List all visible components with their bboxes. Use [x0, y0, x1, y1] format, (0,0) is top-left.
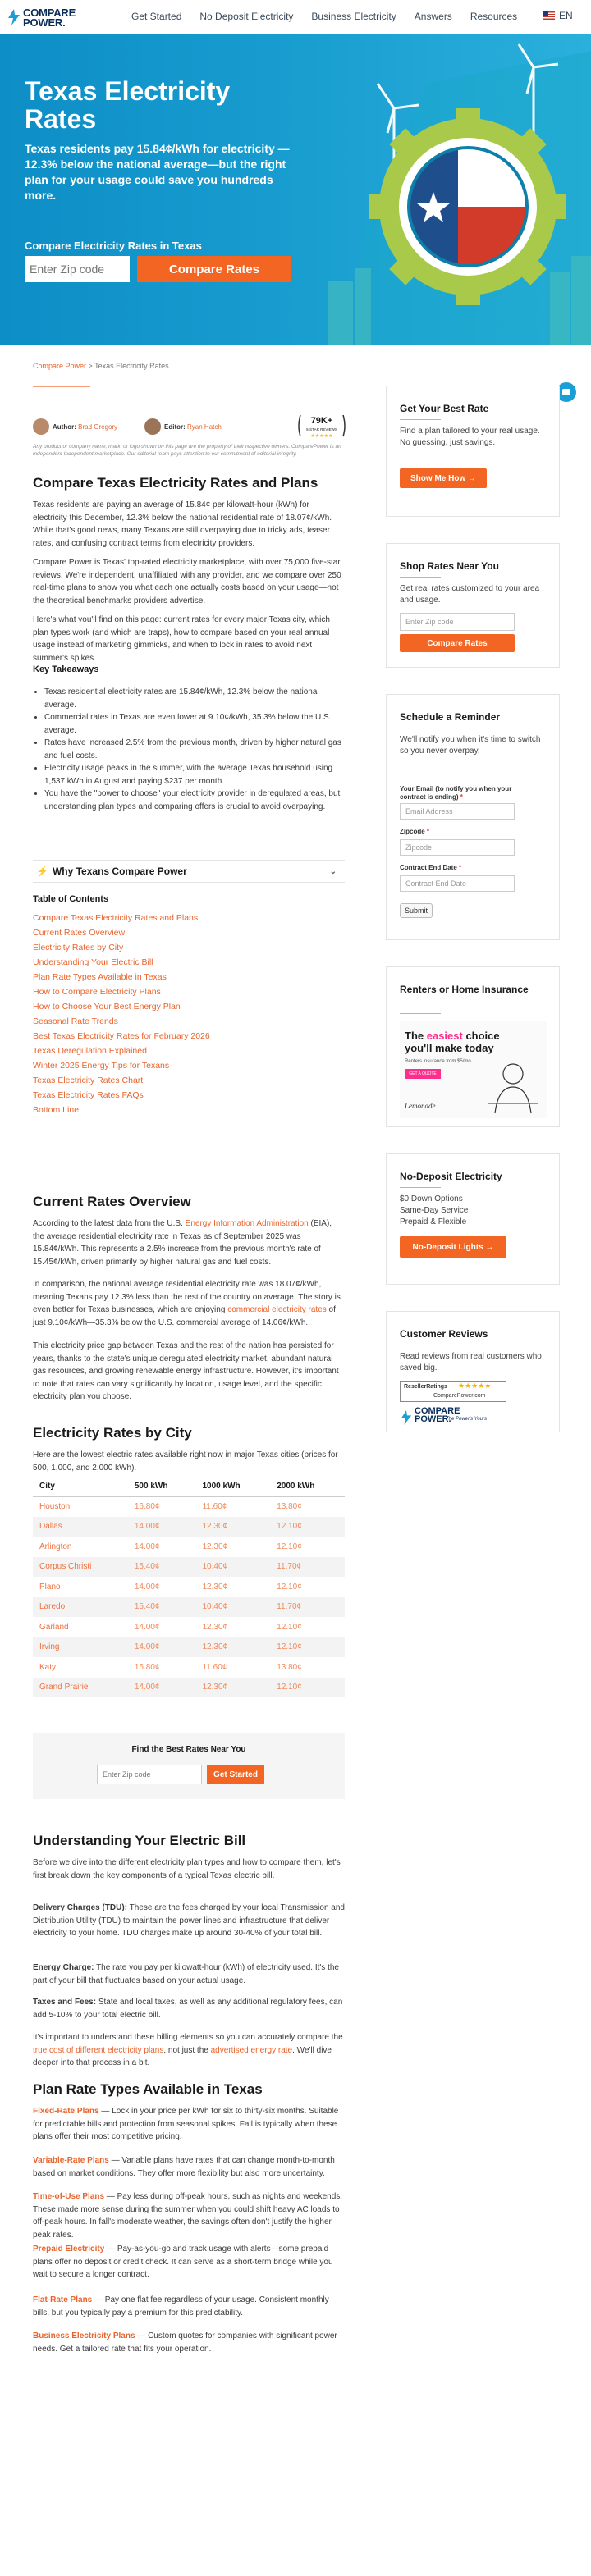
toc-title: Table of Contents	[33, 894, 109, 904]
city-rates-table	[33, 1477, 345, 1697]
editor-avatar	[144, 418, 161, 435]
get-quote-button[interactable]: GET A QUOTE	[405, 1069, 441, 1079]
toc-link[interactable]: How to Choose Your Best Energy Plan	[33, 1002, 181, 1012]
cities-title: Electricity Rates by City	[33, 1425, 192, 1441]
cities-intro: Here are the lowest electric rates available right now in major Texas cities (prices for 500, 1,000, and 2,000 kWh).	[33, 1450, 338, 1473]
hero-section	[0, 34, 591, 345]
card-title: Schedule a Reminder	[400, 711, 501, 723]
hero-subtitle: Texas residents pay 15.84¢/kWh for electricity —12.3% below the national average—but the right plan for your usage could save you hundreds more.	[25, 142, 290, 202]
card-title: Get Your Best Rate	[400, 403, 489, 414]
column-header: 2000 kWh	[270, 1477, 345, 1496]
rate-cell: 12.10¢	[270, 1517, 345, 1537]
bill-item: Energy Charge: The rate you pay per kilowatt-hour (kWh) of electricity used. It's the part of your bill that fluctuates based on your actual usage.	[33, 1963, 339, 1985]
toc-link[interactable]: Electricity Rates by City	[33, 943, 124, 952]
rate-cell: 12.10¢	[277, 1582, 302, 1592]
table-row	[33, 1617, 345, 1637]
show-me-how-button[interactable]: Show Me How →	[400, 468, 487, 488]
column-header: 500 kWh	[128, 1477, 196, 1496]
toc-link[interactable]: Bottom Line	[33, 1105, 80, 1115]
nav-no-deposit[interactable]: No Deposit Electricity	[199, 11, 294, 22]
rate-cell: 12.10¢	[270, 1678, 345, 1698]
plan-item: Fixed-Rate Plans — Lock in your price per kWh for six to thirty-six months. Suitable for predictable bills and protection from seasonal spikes. Fall is typically when these plans offer their most competitive pricing.	[33, 2107, 339, 2141]
rate-cell: 12.10¢	[277, 1541, 302, 1551]
overview-p1: According to the latest data from the U.S. Energy Information Administration (EIA), the average residential electricity rate in Texas as of September 2025 was 15.84¢/kWh. This represents a 2.5% increase from the previous month's rate of 15.45¢/kWh, driven primarily by higher natural gas and fuel costs.	[33, 1219, 332, 1267]
city-cell: Laredo	[33, 1597, 128, 1618]
bill-outro: It's important to understand these billing elements so you can accurately compare the true cost of different electricity plans, not just the advertised energy rate. We'll dive deeper into that process in a bit.	[33, 2033, 343, 2067]
hero-title: Texas Electricity Rates	[25, 76, 231, 134]
table-row	[33, 1537, 345, 1557]
toc-link[interactable]: Seasonal Rate Trends	[33, 1016, 118, 1026]
date-label: Contract End Date *	[400, 864, 462, 871]
table-row	[33, 1496, 345, 1517]
nav-business[interactable]: Business Electricity	[311, 11, 396, 22]
svg-text:5-STAR REVIEWS: 5-STAR REVIEWS	[306, 427, 337, 432]
rate-cell: 12.30¢	[202, 1622, 228, 1632]
plan-item: Variable-Rate Plans — Variable plans have rates that can change month-to-month based on market conditions. They offer more flexibility but also more uncertainty.	[33, 2156, 335, 2178]
rate-cell: 10.40¢	[195, 1597, 270, 1618]
intro-p1: Texas residents are paying an average of 15.84¢ per kilowatt-hour (kWh) for electricity this December, 12.3% below the national residential rate of 18.07¢/kWh. While that's good news, many Texans are still overpaying due to tricky ads, teaser rates, and confusing contract terms from electricity providers.	[33, 500, 332, 548]
rate-cell: 12.30¢	[202, 1582, 228, 1592]
author-avatar	[33, 418, 49, 435]
nav-resources[interactable]: Resources	[470, 11, 518, 22]
table-row	[33, 1657, 345, 1678]
city-cell: Irving	[33, 1637, 128, 1658]
card-text: Find a plan tailored to your real usage. No guessing, just savings.	[400, 427, 540, 447]
author-link[interactable]: Brad Gregory	[78, 423, 118, 431]
rate-cell: 12.30¢	[195, 1678, 270, 1698]
plans-title: Plan Rate Types Available in Texas	[33, 2081, 263, 2097]
reminder-card	[386, 694, 560, 940]
site-header	[0, 0, 591, 34]
reseller-ratings-badge[interactable]: ResellerRatings ★★★★★ ComparePower.com	[400, 1381, 506, 1402]
city-cell: Plano	[39, 1582, 61, 1592]
card-text: We'll notify you when it's time to switch so you never overpay.	[400, 735, 541, 756]
logo[interactable]	[7, 5, 97, 31]
card-title: Customer Reviews	[400, 1328, 488, 1340]
card-text: Read reviews from real customers who saved big.	[400, 1352, 542, 1372]
contract-date-field[interactable]: Contract End Date	[400, 875, 515, 892]
city-cell: Katy	[39, 1662, 57, 1672]
best-rate-card	[386, 386, 560, 517]
rate-cell: 15.40¢	[128, 1557, 196, 1578]
logo-text: COMPARE POWER.	[23, 7, 76, 29]
nav-answers[interactable]: Answers	[414, 11, 452, 22]
true-cost-link[interactable]: true cost of different electricity plans	[33, 2045, 164, 2055]
find-zip-input[interactable]	[97, 1765, 202, 1784]
svg-text:★★★★★: ★★★★★	[310, 433, 333, 439]
toc-link[interactable]: Texas Electricity Rates Chart	[33, 1076, 144, 1085]
bolt-icon: ⚡	[36, 866, 48, 877]
rate-cell: 11.70¢	[270, 1597, 345, 1618]
breadcrumb-home-link[interactable]: Compare Power	[33, 362, 87, 370]
shop-zip-input[interactable]: Enter Zip code	[400, 613, 515, 631]
illustration-icon	[482, 1054, 544, 1115]
rate-cell: 14.00¢	[128, 1637, 196, 1658]
toc-link[interactable]: Understanding Your Electric Bill	[33, 957, 153, 967]
hero-zip-input[interactable]	[25, 256, 130, 282]
rate-cell: 13.80¢	[277, 1662, 302, 1672]
rate-cell: 10.40¢	[195, 1557, 270, 1578]
renters-insurance-card	[386, 966, 560, 1127]
reviews-badge	[296, 410, 348, 441]
find-rates-box	[33, 1733, 345, 1799]
list-item: • Electricity usage peaks in the summer, with the average Texas household using 1,537 kWh in August and paying $237 per month.	[44, 762, 345, 788]
overview-title: Current Rates Overview	[33, 1194, 191, 1209]
column-header: City	[33, 1477, 128, 1496]
rate-cell: 12.10¢	[277, 1622, 302, 1632]
submit-button[interactable]: Submit	[400, 903, 433, 918]
compare-power-logo[interactable]: COMPARE POWER. The Power's Yours	[400, 1407, 498, 1428]
table-row	[33, 1557, 345, 1578]
rate-cell: 11.70¢	[270, 1557, 345, 1578]
rate-cell: 16.80¢	[134, 1662, 160, 1672]
shop-rates-card	[386, 543, 560, 668]
main-nav	[131, 11, 517, 22]
overview-p2: In comparison, the national average residential electricity rate was 18.07¢/kWh, meaning Texans pay 12.3% less than the rest of the country on average. The story is even better for Texas businesses, which are enjoying commercial electricity rates of just 9.10¢/kWh—35.3% below the U.S. commercial average of 14.06¢/kWh.	[33, 1280, 341, 1327]
hero-illustration	[328, 34, 591, 345]
table-row	[33, 1637, 345, 1658]
bill-title: Understanding Your Electric Bill	[33, 1833, 246, 1848]
card-title: Shop Rates Near You	[400, 560, 499, 572]
no-deposit-button[interactable]: No-Deposit Lights →	[400, 1236, 506, 1258]
customer-reviews-card	[386, 1311, 560, 1432]
email-label: Your Email (to notify you when your contract is ending) *	[400, 785, 512, 801]
texas-flag-icon	[409, 148, 527, 266]
plan-link[interactable]: Business Electricity Plans	[33, 2332, 135, 2341]
takeaways-list	[33, 686, 345, 813]
intro-p3: Here's what you'll find on this page: current rates for every major Texas city, which plan types work (and which are traps), how to compare based on your real annual usage instead of marketing gimmicks, and when to lock in rates to avoid next summer's spikes.	[33, 615, 330, 663]
rate-cell: 13.80¢	[277, 1502, 302, 1512]
why-accordion[interactable]: ⚡ Why Texans Compare Power ⌄	[33, 860, 345, 883]
rate-cell: 16.80¢	[134, 1502, 160, 1512]
logo-bolt-icon	[400, 1409, 413, 1427]
us-flag-icon	[543, 11, 555, 20]
rate-cell: 11.60¢	[202, 1662, 227, 1672]
toc-link[interactable]: Winter 2025 Energy Tips for Texans	[33, 1061, 170, 1071]
rate-cell: 12.30¢	[202, 1541, 228, 1551]
rate-cell: 12.10¢	[270, 1637, 345, 1658]
zip-label: Zipcode *	[400, 828, 430, 835]
list-item: • Commercial rates in Texas are even lower at 9.10¢/kWh, 35.3% below the U.S. average.	[44, 711, 345, 737]
disclaimer: Any product or company name, mark, or logo shown on this page are the property of their respective owners. ComparePower is an independent Independent marketplace. Our editorial team pays attention to our commitment of editorial integrity.	[33, 444, 341, 457]
card-text: Get real rates customized to your area and usage.	[400, 584, 540, 605]
rate-cell: 12.30¢	[195, 1637, 270, 1658]
rate-cell: 14.00¢	[134, 1622, 160, 1632]
city-cell: Arlington	[39, 1541, 72, 1551]
breadcrumb: Compare Power > Texas Electricity Rates	[33, 362, 169, 370]
plan-link[interactable]: Time-of-Use Plans	[33, 2192, 105, 2201]
bill-intro: Before we dive into the different electricity plan types and how to compare them, let's first break down the key components of a typical Texas electric bill.	[33, 1858, 341, 1880]
column-header: 1000 kWh	[195, 1477, 270, 1496]
author-bar: Author: Brad Gregory Editor: Ryan Hatch	[33, 415, 345, 440]
table-row	[33, 1517, 345, 1537]
card-title: Renters or Home Insurance	[400, 984, 529, 995]
toc-link[interactable]: Current Rates Overview	[33, 928, 126, 938]
rate-cell: 14.00¢	[134, 1582, 160, 1592]
email-field[interactable]: Email Address	[400, 803, 515, 820]
card-text: $0 Down Options Same-Day Service Prepaid & Flexible	[400, 1194, 469, 1226]
list-item: • Rates have increased 2.5% from the previous month, driven by higher natural gas and fuel costs.	[44, 737, 345, 762]
logo-bolt-icon	[7, 8, 21, 26]
no-deposit-card	[386, 1153, 560, 1285]
table-row	[33, 1597, 345, 1618]
plan-link[interactable]: Flat-Rate Plans	[33, 2295, 93, 2304]
table-of-contents	[33, 911, 345, 1117]
bill-item: Delivery Charges (TDU): These are the fees charged by your local Transmission and Distribution Utility (TDU) to maintain the power lines and infrastructure that deliver electricity to your home. TDU charges make up around 30-40% of your total bill.	[33, 1903, 345, 1938]
rate-cell: 14.00¢	[134, 1541, 160, 1551]
rate-cell: 12.30¢	[195, 1517, 270, 1537]
city-cell: Garland	[39, 1622, 69, 1632]
advertised-rate-link[interactable]: advertised energy rate	[210, 2045, 293, 2055]
toc-link[interactable]: Texas Deregulation Explained	[33, 1046, 147, 1056]
list-item: • Texas residential electricity rates are 15.84¢/kWh, 12.3% below the national average.	[44, 686, 345, 711]
intro-p2: Compare Power is Texas' top-rated electricity marketplace, with over 75,000 five-star reviews. We're independent, unaffiliated with any provider, and we compare over 250 real-time plans to show you what each one actually costs based on your usage—not the theoretical benchmarks providers advertise.	[33, 558, 341, 605]
editor-link[interactable]: Ryan Hatch	[187, 423, 222, 431]
reminder-zip-field[interactable]: Zipcode	[400, 839, 515, 856]
toc-link[interactable]: Texas Electricity Rates FAQs	[33, 1090, 144, 1100]
chevron-down-icon: ⌄	[329, 866, 337, 876]
eia-link[interactable]: Energy Information Administration	[185, 1219, 309, 1228]
card-title: No-Deposit Electricity	[400, 1171, 502, 1182]
lemonade-ad[interactable]: The easiest choice you'll make today Renters insurance from $5/mo GET A QUOTE Lemonade	[400, 1021, 547, 1118]
toc-link[interactable]: Best Texas Electricity Rates for February 2026	[33, 1031, 210, 1041]
plan-item: Flat-Rate Plans — Pay one flat fee regardless of your usage. Consistent monthly bills, but you typically pay a premium for this predictability.	[33, 2295, 329, 2318]
plan-item: Prepaid Electricity — Pay-as-you-go and track usage with alerts—some prepaid plans offer no deposit or credit check. It can serve as a short-term bridge while you wait to secure a longer contract.	[33, 2245, 333, 2279]
plan-item: Business Electricity Plans — Custom quotes for companies with significant power needs. Get a tailored rate that fits your operation.	[33, 2332, 337, 2354]
toc-link[interactable]: Plan Rate Types Available in Texas	[33, 972, 167, 982]
intro-title: Compare Texas Electricity Rates and Plans	[33, 475, 318, 491]
divider	[33, 386, 90, 387]
nav-get-started[interactable]: Get Started	[131, 11, 182, 22]
city-cell: Dallas	[33, 1517, 128, 1537]
find-rates-title: Find the Best Rates Near You	[131, 1745, 246, 1754]
rate-cell: 15.40¢	[128, 1597, 196, 1618]
rate-cell: 14.00¢	[128, 1678, 196, 1698]
svg-text:79K+: 79K+	[310, 416, 333, 426]
chat-icon	[562, 389, 570, 395]
language-selector[interactable]: EN	[543, 10, 573, 21]
breadcrumb-current: Texas Electricity Rates	[94, 362, 169, 370]
bill-item: Taxes and Fees: State and local taxes, as well as any additional regulatory fees, can add 5-10% to your total electric bill.	[33, 1998, 343, 2020]
table-row	[33, 1577, 345, 1597]
plan-item: Time-of-Use Plans — Pay less during off-peak hours, such as nights and weekends. These made more sense during the summer when you could shift heavy AC loads to off-peak hours. In fall's moderate weather, the savings often don't justify the higher peak rates.	[33, 2192, 343, 2240]
overview-p3: This electricity price gap between Texas and the rest of the nation has persisted for years, thanks to the state's unique deregulated electricity market, abundant natural gas resources, and growing renewable energy infrastructure. However, it's important to note that rates can vary significantly by location, usage level, and the specific electricity plan you choose.	[33, 1341, 339, 1401]
hero-cta-label: Compare Electricity Rates in Texas	[25, 240, 202, 252]
rate-cell: 14.00¢	[128, 1517, 196, 1537]
toc-link[interactable]: Compare Texas Electricity Rates and Plans	[33, 913, 199, 923]
plan-link[interactable]: Fixed-Rate Plans	[33, 2107, 99, 2116]
commercial-rates-link[interactable]: commercial electricity rates	[227, 1305, 327, 1314]
list-item: • You have the "power to choose" your electricity provider in deregulated areas, but understanding plan types and comparing offers is crucial to avoid overpaying.	[44, 788, 345, 813]
city-cell: Houston	[39, 1502, 71, 1512]
hero-compare-button[interactable]: Compare Rates	[137, 256, 291, 282]
plan-link[interactable]: Variable-Rate Plans	[33, 2156, 109, 2165]
table-row	[33, 1678, 345, 1698]
rate-cell: 11.60¢	[202, 1502, 227, 1512]
toc-link[interactable]: How to Compare Electricity Plans	[33, 987, 161, 997]
takeaways-title: Key Takeaways	[33, 665, 99, 674]
plan-link[interactable]: Prepaid Electricity	[33, 2245, 105, 2254]
city-cell: Grand Prairie	[33, 1678, 128, 1698]
city-cell: Corpus Christi	[33, 1557, 128, 1578]
get-started-button[interactable]: Get Started	[207, 1765, 264, 1784]
shop-compare-button[interactable]: Compare Rates	[400, 634, 515, 652]
star-rating-icon: ★★★★★	[458, 1382, 492, 1391]
